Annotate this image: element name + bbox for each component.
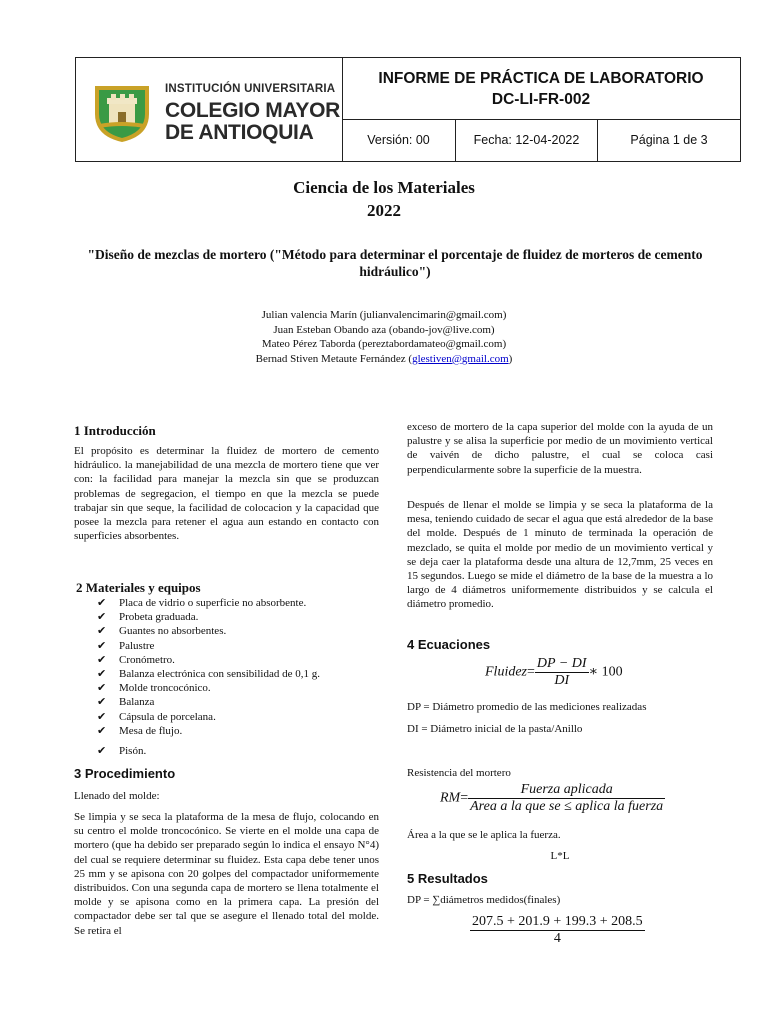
checkmark-icon: ✔ <box>97 695 107 709</box>
dp-sum-denominator: 4 <box>553 931 561 946</box>
checkmark-icon: ✔ <box>97 709 107 723</box>
logo-line-1: INSTITUCIÓN UNIVERSITARIA <box>165 83 336 95</box>
institution-shield-icon <box>91 80 153 144</box>
area-formula: L*L <box>550 850 570 862</box>
logo-cell <box>76 58 343 161</box>
logo-line-2: COLEGIO MAYOR <box>165 98 341 122</box>
materials-item: ✔ Cápsula de porcelana. <box>97 709 216 723</box>
rm-lhs: RM <box>440 790 461 806</box>
report-title: INFORME DE PRÁCTICA DE LABORATORIO <box>378 70 704 87</box>
procedure-continued-1: exceso de mortero de la capa superior del molde con la ayuda de un palustre y se alisa la superficie por medio de un movimiento vertical de vaivén de dicho palustre, el cual se coloca casi perpendicularmente sobre la superficie de la muestra. <box>407 421 713 476</box>
dp-sum-equation <box>470 914 645 947</box>
materials-item: ✔ Molde troncocónico. <box>97 681 211 695</box>
checkmark-icon: ✔ <box>97 744 107 758</box>
rm-numerator: Fuerza aplicada <box>468 782 665 799</box>
report-code: DC-LI-FR-002 <box>491 91 591 108</box>
author-3: Mateo Pérez Taborda (pereztabordamateo@gmail.com) <box>261 338 507 350</box>
checkmark-icon: ✔ <box>97 652 107 666</box>
materials-item: ✔ Placa de vidrio o superficie no absorbente. <box>97 596 307 609</box>
intro-text: El propósito es determinar la fluidez de mortero de cemento hidráulico. la manejabilidad de una mezcla de mortero tiene que ver con: la facilidad para manejar la mezcla sin que se produzcan problemas de segregacion, el tiempo en que la mezcla se puede trabajar sin que seque, la facilidad de colocacion y la capacidad que posee la mezcla para retener el agua aun estando en contacto con superficies absorbentes. <box>74 445 379 543</box>
author-1: Julian valencia Marín (julianvalencimarin@gmail.com) <box>261 309 507 321</box>
fluidez-numerator: DP − DI <box>536 656 587 671</box>
checkmark-icon: ✔ <box>97 596 107 609</box>
materials-item: ✔ Balanza <box>97 695 155 709</box>
equations-heading: 4 Ecuaciones <box>407 637 491 652</box>
checkmark-icon: ✔ <box>97 638 107 652</box>
rm-denominator: Area a la que se ≤ aplica la fuerza <box>470 799 664 814</box>
dp-results-line: DP = ∑diámetros medidos(finales) <box>407 894 561 906</box>
materials-item: ✔ Probeta graduada. <box>97 610 199 624</box>
procedure-heading: 3 Procedimiento <box>74 766 176 781</box>
authors-block <box>0 308 768 366</box>
author-4 <box>0 352 768 367</box>
practice-title: "Diseño de mezclas de mortero ("Método para determinar el porcentaje de fluidez de morteros de cemento hidráulico") <box>87 247 703 279</box>
document-header <box>75 57 741 162</box>
fluidez-denominator: DI <box>554 673 570 688</box>
dp-definition: DP = Diámetro promedio de las mediciones realizadas <box>407 701 647 713</box>
fluidez-lhs: Fluidez <box>485 664 527 680</box>
fluidez-multiplier: ∗ 100 <box>588 664 623 680</box>
area-text: Área a la que se le aplica la fuerza. <box>407 829 561 841</box>
checkmark-icon: ✔ <box>97 667 107 681</box>
materials-item: ✔ Pisón. <box>97 744 147 758</box>
checkmark-icon: ✔ <box>97 723 107 737</box>
materials-list <box>97 596 320 758</box>
author-4-close: ) <box>508 352 513 365</box>
rm-fraction <box>468 782 665 815</box>
procedure-continued-2: Después de llenar el molde se limpia y se seca la plataforma de la mesa, teniendo cuidado de secar el agua que está alrededor de la base del molde. Después de 1 minuto de terminada la operación de mezclado, se quita el molde por medio de un movimiento vertical y se deja caer la plataforma desde una altura de 12,7mm, 25 veces en 15 segundos. Luego se mide el diámetro de la base de la muestra a lo largo de 4 diámetros uniformemente distribuidos y se calcula el diámetro promedio. <box>407 499 713 611</box>
author-4-email-link[interactable]: glestiven@gmail.com <box>412 352 509 365</box>
di-definition: DI = Diámetro inicial de la pasta/Anillo <box>407 723 583 735</box>
procedure-text: Se limpia y se seca la plataforma de la mesa de flujo, colocando en su centro el molde troncocónico. Se vierte en el molde una capa de mortero (que ha debido ser preparado según lo indica el ensayo N°4) del cual se requiere determinar su fluidez. Esta capa debe tener unos 25 mm y se apisona con 20 golpes del compactador uniformemente distribuidos. Con una segunda capa de mortero se llena totalmente el molde y se apisona como en la primera capa. La presión del compactador debe ser tal que se asegure el llenado total del molde. Se retira el <box>74 811 379 937</box>
checkmark-icon: ✔ <box>97 610 107 624</box>
rm-equation: RM= $\frac{\text{Fuerza aplicada}}{\text{Area a la que se ≤ aplica la fuerza}}$ <box>440 782 664 814</box>
dp-sum-fraction <box>470 914 645 947</box>
materials-item: ✔ Cronómetro. <box>97 652 175 666</box>
logo-line-3: DE ANTIOQUIA <box>165 120 314 144</box>
fluidez-fraction <box>535 656 589 689</box>
materials-item: ✔ Mesa de flujo. <box>97 723 183 737</box>
procedure-subheading: Llenado del molde: <box>74 790 160 802</box>
page-number-cell: Página 1 de 3 <box>630 133 708 147</box>
fluidez-equation: Fluidez= $\frac{DP - DI}{DI}$ ∗ 100 <box>485 656 623 688</box>
checkmark-icon: ✔ <box>97 624 107 638</box>
materials-item: ✔ Guantes no absorbentes. <box>97 624 227 638</box>
intro-heading: 1 Introducción <box>74 423 156 438</box>
checkmark-icon: ✔ <box>97 681 107 695</box>
materials-item: ✔ Balanza electrónica con sensibilidad de 0,1 g. <box>97 667 320 681</box>
date-cell: Fecha: 12-04-2022 <box>456 119 598 161</box>
report-title-cell <box>342 58 740 120</box>
results-heading: 5 Resultados <box>407 871 488 886</box>
course-title: Ciencia de los Materiales <box>293 178 475 197</box>
author-4-name: Bernad Stiven Metaute Fernández ( <box>255 352 413 365</box>
dp-sum-numerator: 207.5 + 201.9 + 199.3 + 208.5 <box>472 914 643 929</box>
rm-title: Resistencia del mortero <box>407 767 511 779</box>
version-cell: Versión: 00 <box>342 119 456 161</box>
materials-heading: 2 Materiales y equipos <box>76 580 201 595</box>
institution-logo-text <box>165 84 340 143</box>
author-2: Juan Esteban Obando aza (obando-jov@live.com) <box>273 323 495 336</box>
materials-item: ✔ Palustre <box>97 638 155 652</box>
course-year: 2022 <box>367 201 401 220</box>
